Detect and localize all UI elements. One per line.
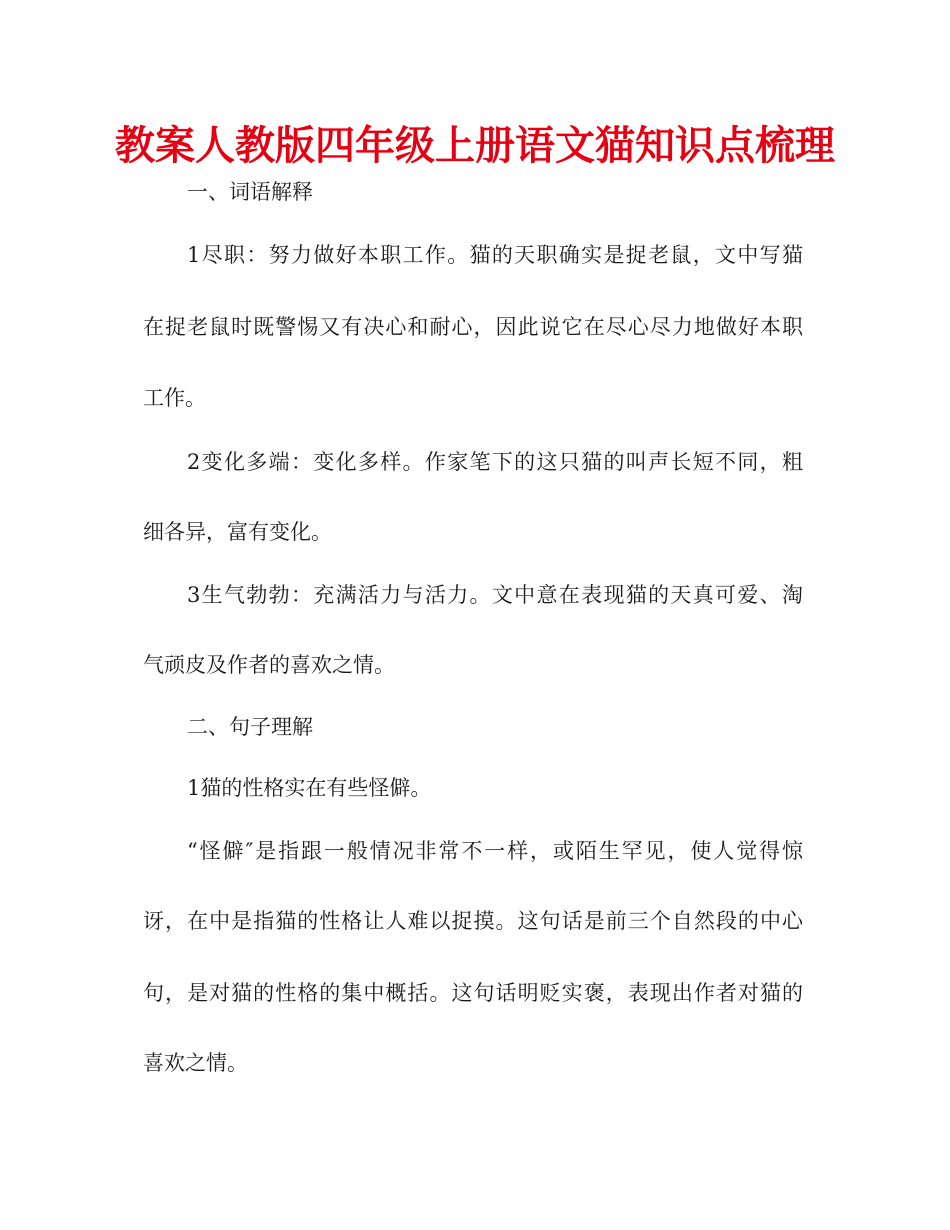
item3-line2: 气顽皮及作者的喜欢之情。 [143, 653, 395, 677]
section-heading-sentences: 二、句子理解 [187, 715, 313, 739]
explanation-line3: 句，是对猫的性格的集中概括。这句话明贬实褒，表现出作者对猫的 [143, 981, 803, 1005]
explanation-line1: “怪僻″是指跟一般情况非常不一样，或陌生罕见，使人觉得惊 [187, 839, 803, 863]
explanation-line2: 讶，在中是指猫的性格让人难以捉摸。这句话是前三个自然段的中心 [143, 909, 803, 933]
item3-line1: 3生气勃勃：充满活力与活力。文中意在表现猫的天真可爱、淘 [187, 583, 803, 607]
item2-line1: 2变化多端：变化多样。作家笔下的这只猫的叫声长短不同，粗 [187, 450, 803, 474]
section-heading-vocabulary: 一、词语解释 [187, 180, 313, 204]
item1-line3: 工作。 [143, 386, 206, 410]
sentence1: 1猫的性格实在有些怪僻。 [187, 776, 432, 800]
explanation-line4: 喜欢之情。 [143, 1051, 248, 1075]
document-title: 教案人教版四年级上册语文猫知识点梳理 [115, 123, 835, 169]
item1-line1: 1尽职：努力做好本职工作。猫的天职确实是捉老鼠，文中写猫 [187, 243, 803, 267]
item2-line2: 细各异，富有变化。 [143, 520, 332, 544]
item1-line2: 在捉老鼠时既警惕又有决心和耐心，因此说它在尽心尽力地做好本职 [143, 315, 803, 339]
